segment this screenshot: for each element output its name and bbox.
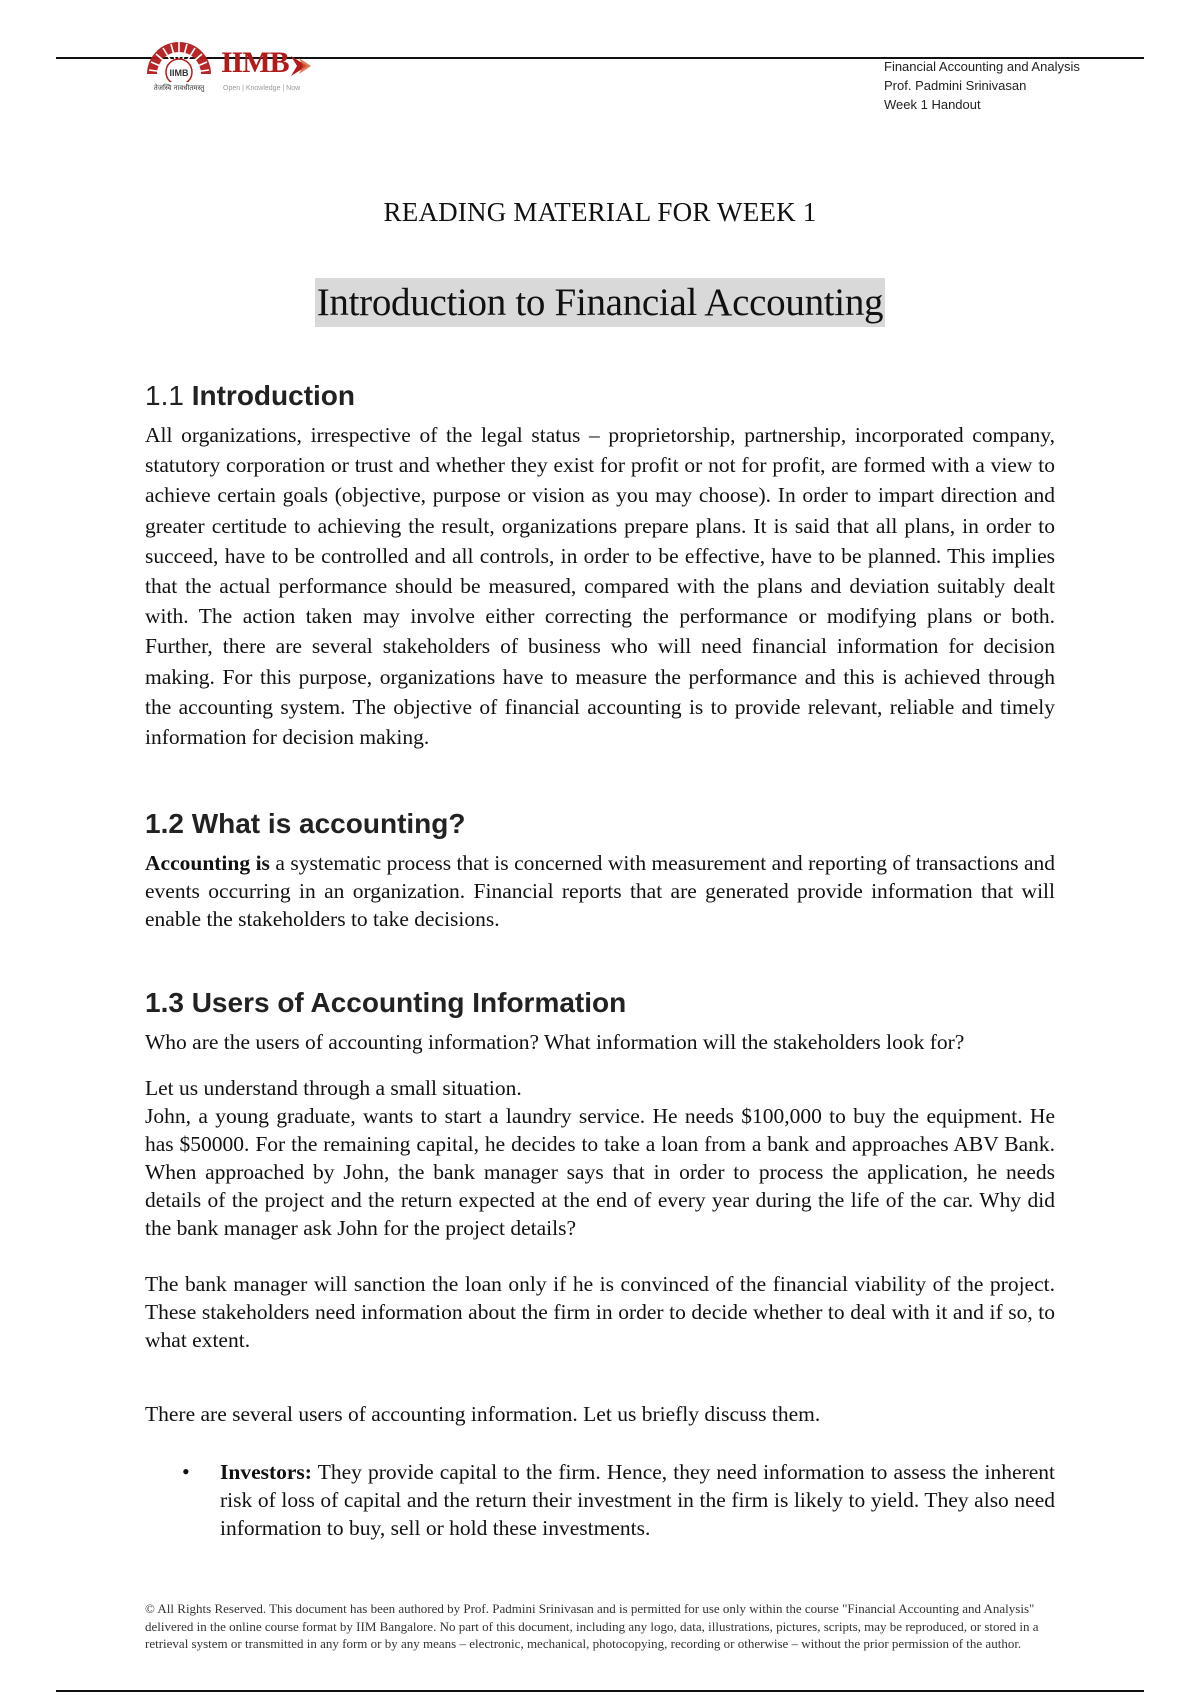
bullet-label: Investors:	[220, 1460, 312, 1484]
introduction-paragraph: All organizations, irrespective of the legal status – proprietorship, partnership, incorporated company, statutory corporation or trust and whether they exist for profit or not for profit, are formed with a view to achieve certain goals (objective, purpose or vision as you may choose). In order to impart direction and greater certitude to achieving the result, organizations prepare plans. It is said that all plans, in order to succeed, have to be controlled and all controls, in order to be effective, have to be planned. This implies that the actual performance should be measured, compared with the plans and deviation suitably dealt with. The action taken may involve either correcting the performance or modifying plans or both. Further, there are several stakeholders of business who will need financial information for decision making. For this purpose, organizations have to measure the performance and this is achieved through the accounting system. The objective of financial accounting is to provide relevant, reliable and timely information for decision making.	[145, 423, 1055, 750]
list-item	[180, 1458, 1055, 1542]
users-question: Who are the users of accounting information? What information will the stakeholders look for?	[145, 1030, 965, 1054]
svg-text:Open | Knowledge | Now: Open | Knowledge | Now	[223, 85, 301, 92]
bullet-icon: •	[182, 1459, 190, 1484]
section-number: 1.1	[145, 380, 184, 411]
bank-manager-paragraph: The bank manager will sanction the loan only if he is convinced of the financial viability of the project. These stakeholders need information about the firm in order to decide whether to deal with it and if so, to what extent.	[145, 1272, 1055, 1352]
iimbx-logo	[143, 40, 343, 102]
section-heading-what-is-accounting: 1.2 What is accounting?	[145, 808, 466, 839]
document-title: Introduction to Financial Accounting	[315, 278, 886, 327]
situation-intro: Let us understand through a small situation.	[145, 1076, 522, 1100]
accounting-definition-paragraph	[145, 849, 1055, 933]
course-header	[884, 57, 1154, 114]
bullet-text: They provide capital to the firm. Hence, they need information to assess the inherent risk of loss of capital and the return their investment in the firm is likely to yield. They also need information to buy, sell or hold these investments.	[220, 1460, 1055, 1540]
section-heading	[145, 380, 1055, 412]
section-heading-users: 1.3 Users of Accounting Information	[145, 987, 627, 1018]
handout-label: Week 1 Handout	[884, 97, 981, 112]
section-title: Introduction	[191, 380, 356, 411]
copyright-footer: © All Rights Reserved. This document has been authored by Prof. Padmini Srinivasan and is permitted for use only within the course "Financial Accounting and Analysis" delivered in the online course format by IIM Bangalore. No part of this document, including any logo, data, illustrations, pictures, scripts, may be reproduced, or stored in a retrieval system or transmitted in any form or by any means – electronic, mechanical, photocopying, recording or otherwise – without the prior permission of the author.	[145, 1601, 1039, 1651]
users-overview: There are several users of accounting information. Let us briefly discuss them.	[145, 1402, 821, 1426]
footer-rule	[56, 1690, 1144, 1692]
course-name: Financial Accounting and Analysis	[884, 59, 1080, 74]
svg-text:IIMB: IIMB	[221, 46, 289, 79]
svg-text:IIMB: IIMB	[169, 68, 189, 78]
reading-material-title: READING MATERIAL FOR WEEK 1	[383, 197, 817, 227]
accounting-term: Accounting is	[145, 851, 270, 875]
svg-text:तेजस्वि नावधीतमस्तु: तेजस्वि नावधीतमस्तु	[153, 84, 205, 92]
accounting-definition: a systematic process that is concerned with measurement and reporting of transactions and events occurring in an organization. Financial reports that are generated provide information that will enable the stakeholders to take decisions.	[145, 851, 1055, 931]
section-introduction	[145, 380, 1055, 412]
investors-bullet	[220, 1458, 1055, 1542]
professor-name: Prof. Padmini Srinivasan	[884, 78, 1027, 93]
situation-paragraph: John, a young graduate, wants to start a laundry service. He needs $100,000 to buy the equipment. He has $50000. For the remaining capital, he decides to take a loan from a bank and approaches ABV Bank. When approached by John, the bank manager says that in order to process the application, he needs details of the project and the return expected at the end of every year during the life of the car. Why did the bank manager ask John for the project details?	[145, 1104, 1055, 1240]
